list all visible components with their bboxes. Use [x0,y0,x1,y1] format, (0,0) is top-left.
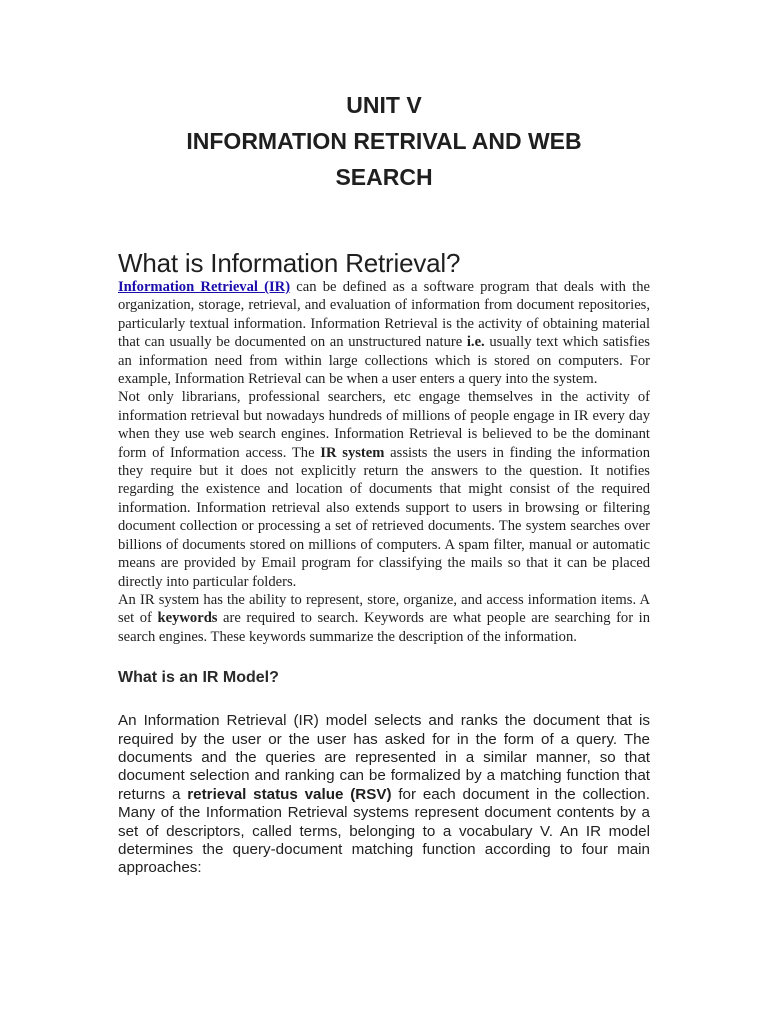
bold-rsv: retrieval status value (RSV) [187,785,392,803]
text-span: for each document in the collection. Many of the Information Retrieval systems represent document contents by a set of descriptors, called terms, belonging to a vocabulary V. An IR model determines the query-document matching function according to four main approaches: [118,785,650,877]
bold-ie: i.e. [466,334,485,351]
bold-keywords: keywords [157,610,218,627]
title-line-2: SEARCH [335,164,433,190]
section-heading-what-is-ir: What is Information Retrieval? [118,248,461,278]
text-span: An IR system has the ability to represent, store, organize, and access information items. A set of [118,591,650,627]
document-title [118,0,650,195]
text-span: assists the users in finding the information they require but it does not explicitly return the answers to the question. It notifies regarding the existence and location of documents that might consist of the required information. Information retrieval also extends support to users in browsing or filtering document collection or processing a set of retrieved documents. The system searches over billions of documents stored on millions of computers. A spam filter, manual or automatic means are provided by Email program for classifying the mails so that it can be placed directly into particular folders. [118,444,650,590]
text-span: An Information Retrieval (IR) model selects and ranks the document that is required by the user or the user has asked for in the form of a query. The documents and the queries are represented in a similar manner, so that document selection and ranking can be formalized by a matching function that returns a [118,712,650,803]
ir-link[interactable]: Information Retrieval (IR) [118,279,291,295]
text-span: usually text which satisfies an information need from within large collections which is stored on computers. For example, Information Retrieval can be when a user enters a query into the system. [118,334,650,388]
text-span: are required to search. Keywords are what people are searching for in search engines. These keywords summarize the description of the information. [118,610,650,645]
paragraph-ir-definition [118,278,650,388]
section-heading-ir-model: What is an IR Model? [118,669,279,687]
unit-label: UNIT V [346,92,422,118]
title-line-1: INFORMATION RETRIVAL AND WEB [186,128,582,154]
paragraph-ir-model [118,712,650,878]
paragraph-ir-activity [118,388,650,590]
paragraph-ir-keywords [118,591,650,646]
text-span: can be defined as a software program that deals with the organization, storage, retrieval, and evaluation of information from document repositories, particularly textual information. Information Retrieval is the activity of obtaining material that can usually be documented on an unstructured nature [118,279,650,351]
text-span: Not only librarians, professional searchers, etc engage themselves in the activity of information retrieval but nowadays hundreds of millions of people engage in IR every day when they use web search engines. Information Retrieval is believed to be the dominant form of Information access. The [118,389,650,461]
bold-ir-system: IR system [320,444,385,461]
